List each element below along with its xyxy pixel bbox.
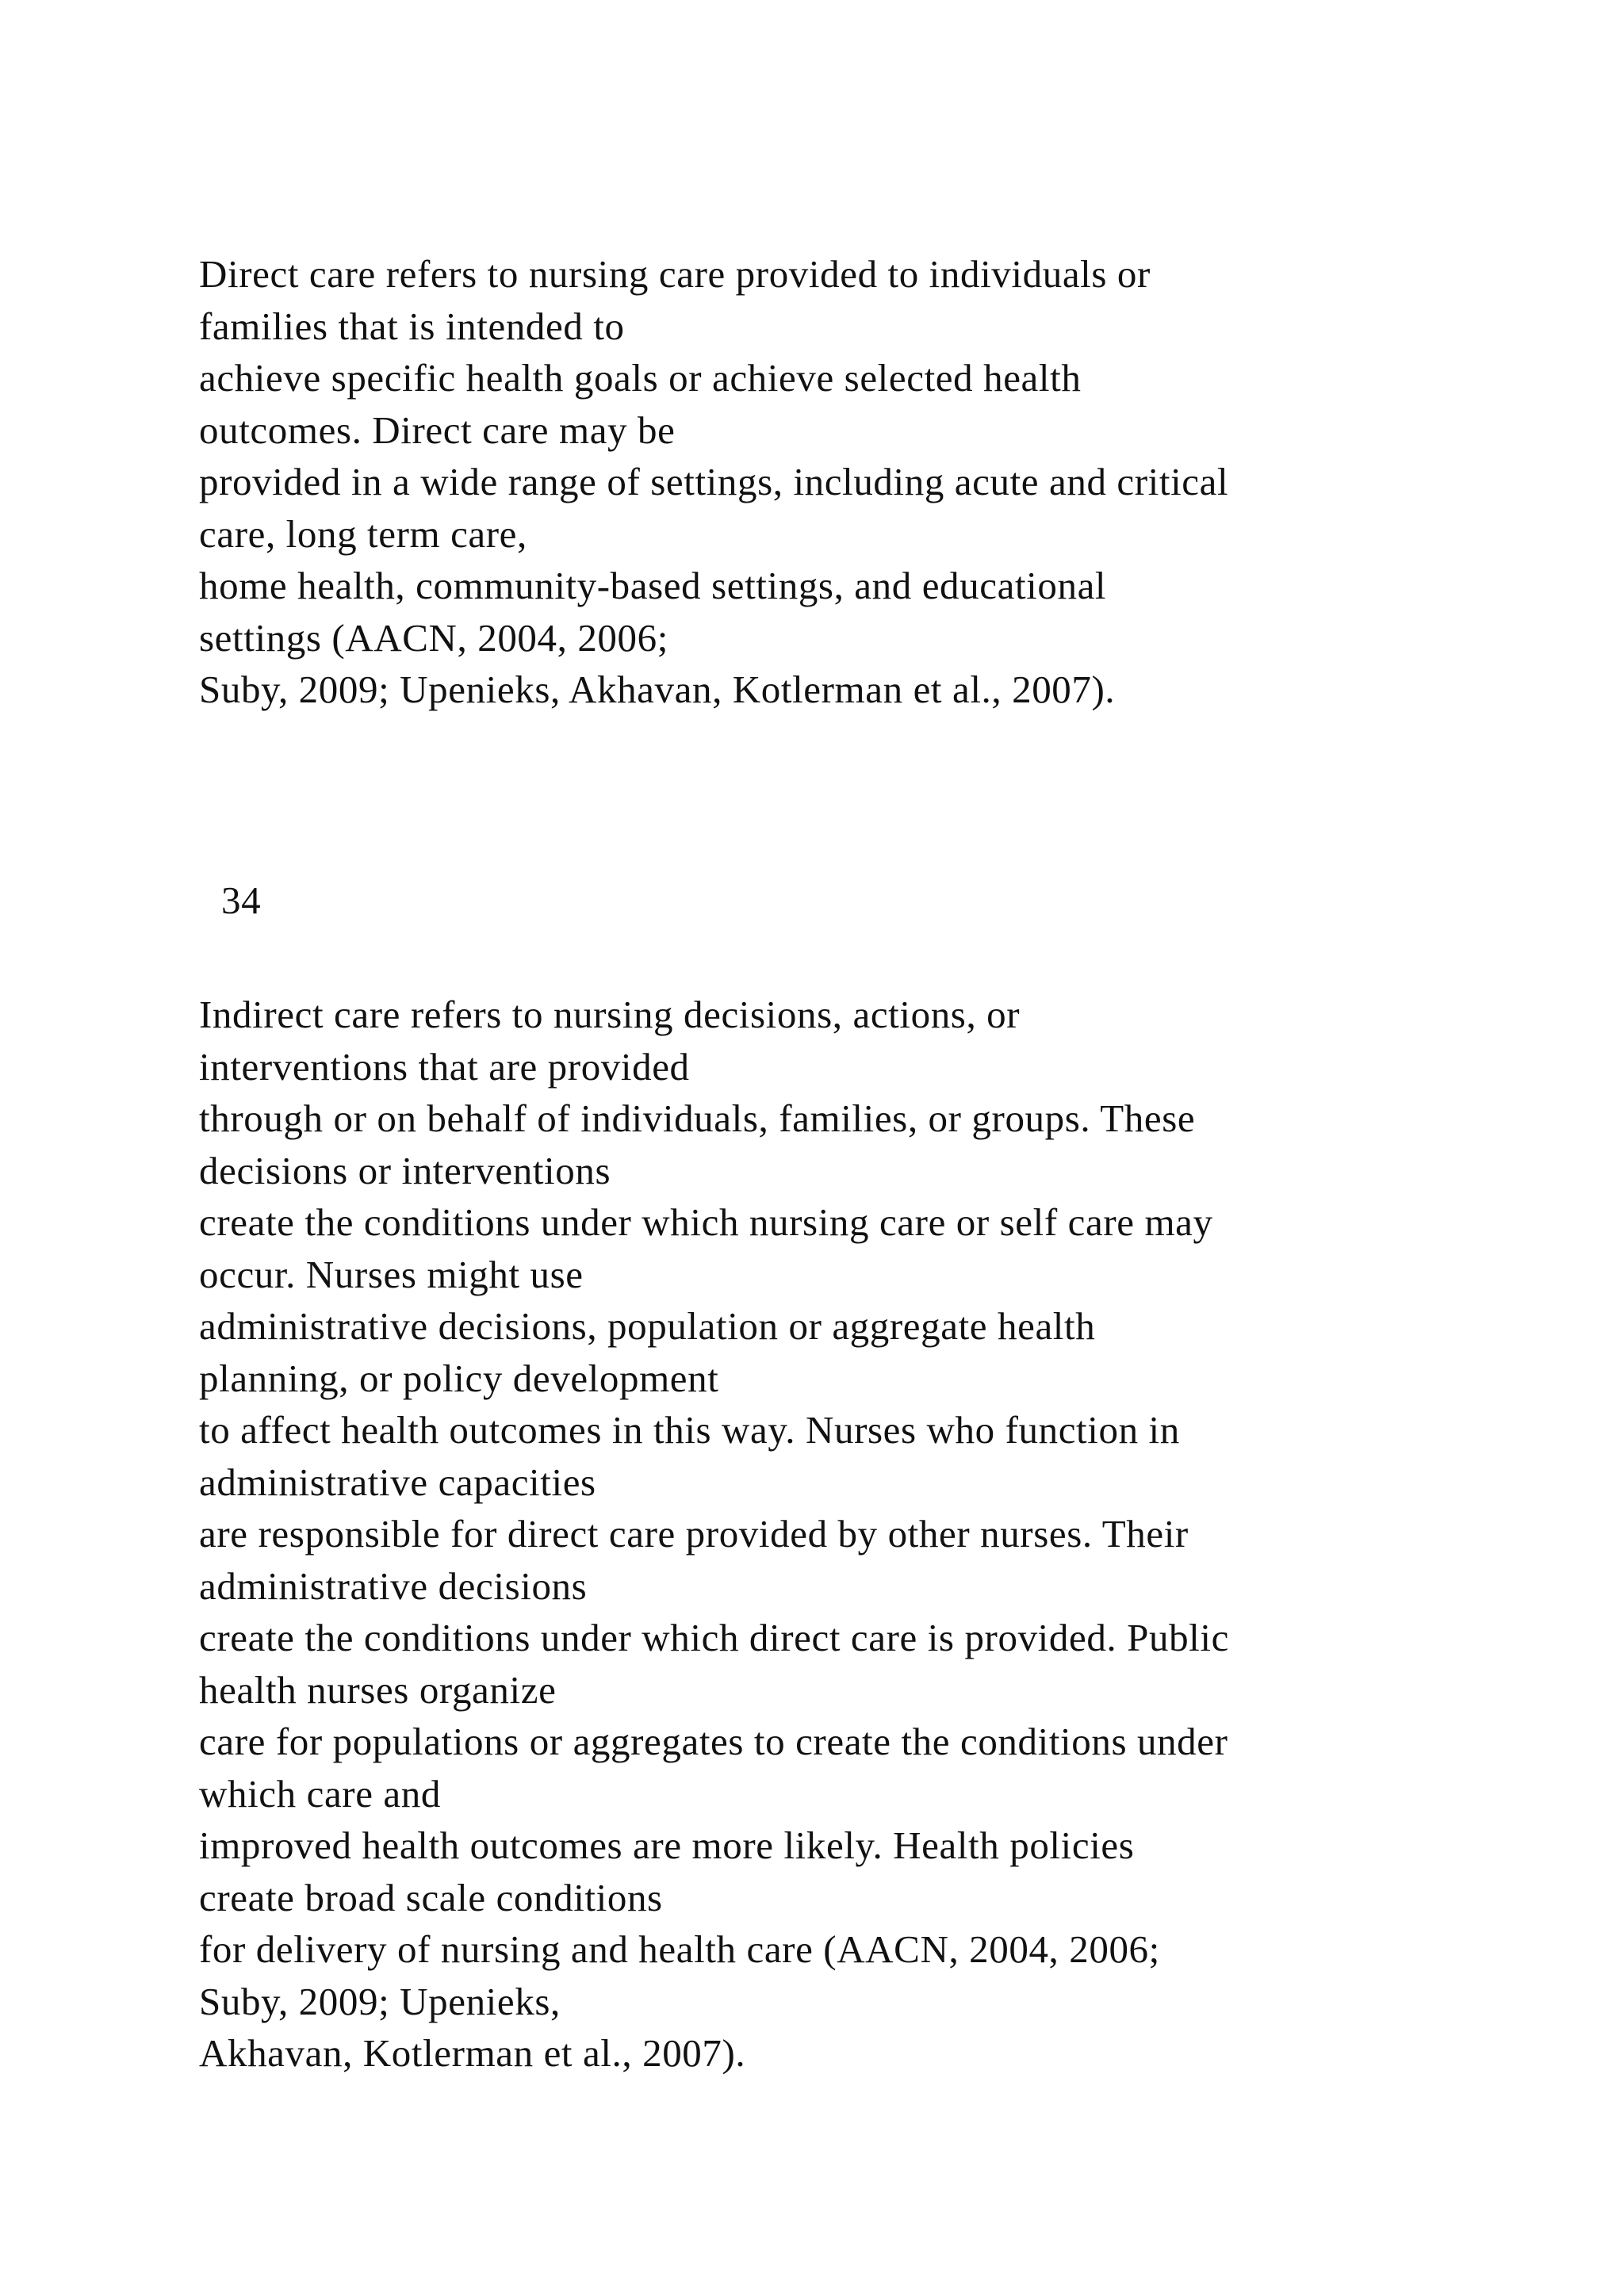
text-line: occur. Nurses might use bbox=[199, 1252, 584, 1296]
text-line: Akhavan, Kotlerman et al., 2007). bbox=[199, 2031, 746, 2075]
text-line: achieve specific health goals or achieve selected health bbox=[199, 356, 1082, 400]
text-line: through or on behalf of individuals, families, or groups. These bbox=[199, 1096, 1196, 1140]
text-line: administrative capacities bbox=[199, 1460, 596, 1504]
text-line: improved health outcomes are more likely. Health policies bbox=[199, 1823, 1135, 1867]
text-line: outcomes. Direct care may be bbox=[199, 408, 676, 452]
text-line: create broad scale conditions bbox=[199, 1875, 663, 1919]
text-line: create the conditions under which direct care is provided. Public bbox=[199, 1616, 1229, 1659]
text-line: decisions or interventions bbox=[199, 1148, 611, 1192]
text-line: interventions that are provided bbox=[199, 1044, 690, 1089]
text-line: which care and bbox=[199, 1771, 441, 1816]
paragraph-direct-care bbox=[199, 248, 1547, 716]
text-line: provided in a wide range of settings, including acute and critical bbox=[199, 460, 1229, 503]
text-line: are responsible for direct care provided by other nurses. Their bbox=[199, 1512, 1189, 1556]
text-line: for delivery of nursing and health care (AACN, 2004, 2006; bbox=[199, 1927, 1160, 1971]
text-line: health nurses organize bbox=[199, 1667, 557, 1712]
paragraph-indirect-care bbox=[199, 989, 1547, 2080]
text-line: Suby, 2009; Upenieks, Akhavan, Kotlerman et al., 2007). bbox=[199, 668, 1116, 711]
text-line: create the conditions under which nursing care or self care may bbox=[199, 1200, 1213, 1244]
text-line: administrative decisions, population or aggregate health bbox=[199, 1304, 1096, 1348]
text-line: to affect health outcomes in this way. Nurses who function in bbox=[199, 1408, 1180, 1452]
text-line: Suby, 2009; Upenieks, bbox=[199, 1979, 561, 2023]
text-line: care for populations or aggregates to create the conditions under bbox=[199, 1720, 1228, 1763]
text-line: administrative decisions bbox=[199, 1563, 588, 1608]
text-line: families that is intended to bbox=[199, 304, 625, 348]
text-line: Indirect care refers to nursing decisions, actions, or bbox=[199, 993, 1021, 1036]
text-line: Direct care refers to nursing care provided to individuals or bbox=[199, 252, 1151, 296]
page-number: 34 bbox=[221, 878, 262, 922]
text-line: planning, or policy development bbox=[199, 1356, 719, 1400]
text-line: care, long term care, bbox=[199, 511, 527, 556]
text-line: home health, community-based settings, and educational bbox=[199, 564, 1107, 607]
text-line: settings (AACN, 2004, 2006; bbox=[199, 615, 668, 660]
